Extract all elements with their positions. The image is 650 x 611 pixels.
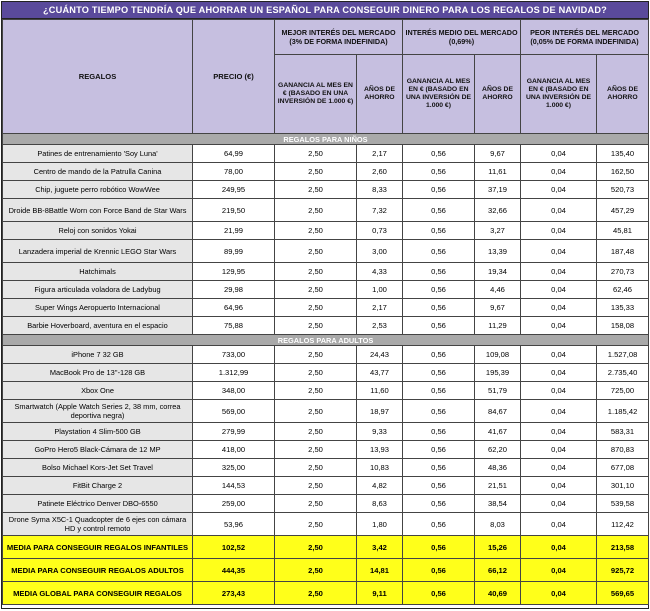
ganancia-peor-cell: 0,04 <box>521 559 597 582</box>
table-row <box>3 495 649 513</box>
anios-mejor-cell: 2,60 <box>357 163 403 181</box>
anios-peor-cell: 2.735,40 <box>597 364 649 382</box>
header-mejor-interes: MEJOR INTERÉS DEL MERCADO (3% DE FORMA INDEFINIDA) <box>275 20 403 55</box>
gift-name-cell: Centro de mando de la Patrulla Canina <box>3 163 193 181</box>
table-row <box>3 181 649 199</box>
gift-name-cell: FitBit Charge 2 <box>3 477 193 495</box>
anios-mejor-cell: 13,93 <box>357 441 403 459</box>
gift-name-cell: Hatchimals <box>3 263 193 281</box>
gift-name-cell: Chip, juguete perro robótico WowWee <box>3 181 193 199</box>
gift-name-cell: MacBook Pro de 13''-128 GB <box>3 364 193 382</box>
anios-peor-cell: 162,50 <box>597 163 649 181</box>
header-regalos: REGALOS <box>3 20 193 134</box>
gift-name-cell: Playstation 4 Slim-500 GB <box>3 423 193 441</box>
ganancia-mejor-cell: 2,50 <box>275 400 357 423</box>
anios-medio-cell: 9,67 <box>475 299 521 317</box>
ganancia-medio-cell: 0,56 <box>403 263 475 281</box>
ganancia-mejor-cell: 2,50 <box>275 199 357 222</box>
ganancia-mejor-cell: 2,50 <box>275 145 357 163</box>
ganancia-medio-cell: 0,56 <box>403 459 475 477</box>
header-anios-peor: AÑOS DE AHORRO <box>597 55 649 134</box>
ganancia-medio-cell: 0,56 <box>403 240 475 263</box>
anios-mejor-cell: 3,00 <box>357 240 403 263</box>
anios-medio-cell: 41,67 <box>475 423 521 441</box>
ganancia-mejor-cell: 2,50 <box>275 582 357 605</box>
anios-mejor-cell: 2,17 <box>357 299 403 317</box>
document-page <box>1 1 649 609</box>
precio-cell: 78,00 <box>193 163 275 181</box>
precio-cell: 325,00 <box>193 459 275 477</box>
ganancia-peor-cell: 0,04 <box>521 163 597 181</box>
ganancia-peor-cell: 0,04 <box>521 364 597 382</box>
ganancia-medio-cell: 0,56 <box>403 441 475 459</box>
anios-medio-cell: 32,66 <box>475 199 521 222</box>
table-row <box>3 423 649 441</box>
precio-cell: 348,00 <box>193 382 275 400</box>
header-peor-interes: PEOR INTERÉS DEL MERCADO (0,05% DE FORMA INDEFINIDA) <box>521 20 649 55</box>
anios-peor-cell: 583,31 <box>597 423 649 441</box>
anios-medio-cell: 84,67 <box>475 400 521 423</box>
anios-peor-cell: 539,58 <box>597 495 649 513</box>
anios-medio-cell: 37,19 <box>475 181 521 199</box>
anios-medio-cell: 19,34 <box>475 263 521 281</box>
anios-peor-cell: 870,83 <box>597 441 649 459</box>
anios-peor-cell: 677,08 <box>597 459 649 477</box>
ganancia-mejor-cell: 2,50 <box>275 513 357 536</box>
anios-mejor-cell: 11,60 <box>357 382 403 400</box>
ganancia-mejor-cell: 2,50 <box>275 181 357 199</box>
anios-mejor-cell: 9,11 <box>357 582 403 605</box>
average-row <box>3 559 649 582</box>
ganancia-medio-cell: 0,56 <box>403 346 475 364</box>
ganancia-mejor-cell: 2,50 <box>275 299 357 317</box>
anios-peor-cell: 520,73 <box>597 181 649 199</box>
ganancia-peor-cell: 0,04 <box>521 582 597 605</box>
gift-name-cell: Patines de entrenamiento 'Soy Luna' <box>3 145 193 163</box>
precio-cell: 569,00 <box>193 400 275 423</box>
anios-mejor-cell: 2,53 <box>357 317 403 335</box>
ganancia-mejor-cell: 2,50 <box>275 346 357 364</box>
anios-medio-cell: 21,51 <box>475 477 521 495</box>
anios-peor-cell: 270,73 <box>597 263 649 281</box>
table-row <box>3 346 649 364</box>
table-row <box>3 400 649 423</box>
gift-name-cell: MEDIA PARA CONSEGUIR REGALOS INFANTILES <box>3 536 193 559</box>
anios-mejor-cell: 3,42 <box>357 536 403 559</box>
anios-mejor-cell: 4,33 <box>357 263 403 281</box>
section-header-row <box>3 134 649 145</box>
anios-peor-cell: 213,58 <box>597 536 649 559</box>
precio-cell: 249,95 <box>193 181 275 199</box>
table-row <box>3 263 649 281</box>
ganancia-peor-cell: 0,04 <box>521 263 597 281</box>
gift-name-cell: Barbie Hoverboard, aventura en el espacio <box>3 317 193 335</box>
anios-medio-cell: 8,03 <box>475 513 521 536</box>
precio-cell: 279,99 <box>193 423 275 441</box>
anios-medio-cell: 15,26 <box>475 536 521 559</box>
table-row <box>3 441 649 459</box>
ganancia-medio-cell: 0,56 <box>403 364 475 382</box>
gifts-savings-table <box>2 19 649 605</box>
gift-name-cell: Lanzadera imperial de Krennic LEGO Star Wars <box>3 240 193 263</box>
ganancia-mejor-cell: 2,50 <box>275 495 357 513</box>
ganancia-medio-cell: 0,56 <box>403 281 475 299</box>
precio-cell: 273,43 <box>193 582 275 605</box>
ganancia-mejor-cell: 2,50 <box>275 240 357 263</box>
ganancia-peor-cell: 0,04 <box>521 382 597 400</box>
ganancia-medio-cell: 0,56 <box>403 163 475 181</box>
precio-cell: 444,35 <box>193 559 275 582</box>
anios-mejor-cell: 7,32 <box>357 199 403 222</box>
ganancia-mejor-cell: 2,50 <box>275 441 357 459</box>
ganancia-medio-cell: 0,56 <box>403 513 475 536</box>
ganancia-medio-cell: 0,56 <box>403 199 475 222</box>
precio-cell: 64,96 <box>193 299 275 317</box>
ganancia-mejor-cell: 2,50 <box>275 559 357 582</box>
ganancia-mejor-cell: 2,50 <box>275 364 357 382</box>
ganancia-peor-cell: 0,04 <box>521 346 597 364</box>
anios-peor-cell: 112,42 <box>597 513 649 536</box>
precio-cell: 75,88 <box>193 317 275 335</box>
anios-medio-cell: 3,27 <box>475 222 521 240</box>
anios-medio-cell: 51,79 <box>475 382 521 400</box>
ganancia-peor-cell: 0,04 <box>521 281 597 299</box>
ganancia-medio-cell: 0,56 <box>403 536 475 559</box>
anios-medio-cell: 9,67 <box>475 145 521 163</box>
header-anios-mejor: AÑOS DE AHORRO <box>357 55 403 134</box>
ganancia-peor-cell: 0,04 <box>521 536 597 559</box>
gift-name-cell: GoPro Hero5 Black-Cámara de 12 MP <box>3 441 193 459</box>
anios-mejor-cell: 24,43 <box>357 346 403 364</box>
anios-medio-cell: 38,54 <box>475 495 521 513</box>
header-anios-medio: AÑOS DE AHORRO <box>475 55 521 134</box>
table-row <box>3 163 649 181</box>
precio-cell: 219,50 <box>193 199 275 222</box>
ganancia-medio-cell: 0,56 <box>403 317 475 335</box>
table-row <box>3 145 649 163</box>
anios-peor-cell: 725,00 <box>597 382 649 400</box>
ganancia-medio-cell: 0,56 <box>403 582 475 605</box>
header-precio: PRECIO (€) <box>193 20 275 134</box>
anios-peor-cell: 1.185,42 <box>597 400 649 423</box>
ganancia-mejor-cell: 2,50 <box>275 459 357 477</box>
gift-name-cell: Drone Syma X5C-1 Quadcopter de 6 ejes con cámara HD y control remoto <box>3 513 193 536</box>
precio-cell: 102,52 <box>193 536 275 559</box>
anios-peor-cell: 187,48 <box>597 240 649 263</box>
ganancia-peor-cell: 0,04 <box>521 459 597 477</box>
anios-peor-cell: 301,10 <box>597 477 649 495</box>
section-label: REGALOS PARA NIÑOS <box>3 134 649 145</box>
table-row <box>3 299 649 317</box>
gift-name-cell: Patinete Eléctrico Denver DBO-6550 <box>3 495 193 513</box>
anios-mejor-cell: 1,00 <box>357 281 403 299</box>
anios-mejor-cell: 43,77 <box>357 364 403 382</box>
precio-cell: 89,99 <box>193 240 275 263</box>
section-header-row <box>3 335 649 346</box>
anios-medio-cell: 4,46 <box>475 281 521 299</box>
ganancia-medio-cell: 0,56 <box>403 423 475 441</box>
ganancia-medio-cell: 0,56 <box>403 299 475 317</box>
table-row <box>3 281 649 299</box>
ganancia-peor-cell: 0,04 <box>521 299 597 317</box>
anios-mejor-cell: 2,17 <box>357 145 403 163</box>
anios-mejor-cell: 9,33 <box>357 423 403 441</box>
precio-cell: 733,00 <box>193 346 275 364</box>
section-label: REGALOS PARA ADULTOS <box>3 335 649 346</box>
gift-name-cell: Super Wings Aeropuerto Internacional <box>3 299 193 317</box>
ganancia-peor-cell: 0,04 <box>521 199 597 222</box>
ganancia-mejor-cell: 2,50 <box>275 281 357 299</box>
ganancia-peor-cell: 0,04 <box>521 477 597 495</box>
ganancia-peor-cell: 0,04 <box>521 441 597 459</box>
ganancia-mejor-cell: 2,50 <box>275 163 357 181</box>
anios-medio-cell: 109,08 <box>475 346 521 364</box>
ganancia-peor-cell: 0,04 <box>521 317 597 335</box>
ganancia-peor-cell: 0,04 <box>521 495 597 513</box>
anios-mejor-cell: 0,73 <box>357 222 403 240</box>
ganancia-medio-cell: 0,56 <box>403 181 475 199</box>
gift-name-cell: Smartwatch (Apple Watch Series 2, 38 mm, correa deportiva negra) <box>3 400 193 423</box>
ganancia-mejor-cell: 2,50 <box>275 263 357 281</box>
table-row <box>3 513 649 536</box>
table-row <box>3 317 649 335</box>
ganancia-medio-cell: 0,56 <box>403 400 475 423</box>
table-title: ¿CUÁNTO TIEMPO TENDRÍA QUE AHORRAR UN ESPAÑOL PARA CONSEGUIR DINERO PARA LOS REGALOS DE NAVIDAD? <box>2 2 648 19</box>
anios-mejor-cell: 8,63 <box>357 495 403 513</box>
anios-peor-cell: 45,81 <box>597 222 649 240</box>
header-interes-medio: INTERÉS MEDIO DEL MERCADO (0,69%) <box>403 20 521 55</box>
ganancia-medio-cell: 0,56 <box>403 222 475 240</box>
anios-medio-cell: 195,39 <box>475 364 521 382</box>
anios-mejor-cell: 4,82 <box>357 477 403 495</box>
anios-peor-cell: 158,08 <box>597 317 649 335</box>
table-row <box>3 364 649 382</box>
anios-peor-cell: 1.527,08 <box>597 346 649 364</box>
ganancia-mejor-cell: 2,50 <box>275 536 357 559</box>
average-row <box>3 536 649 559</box>
precio-cell: 418,00 <box>193 441 275 459</box>
precio-cell: 144,53 <box>193 477 275 495</box>
ganancia-mejor-cell: 2,50 <box>275 222 357 240</box>
ganancia-peor-cell: 0,04 <box>521 400 597 423</box>
precio-cell: 21,99 <box>193 222 275 240</box>
precio-cell: 64,99 <box>193 145 275 163</box>
ganancia-peor-cell: 0,04 <box>521 240 597 263</box>
ganancia-medio-cell: 0,56 <box>403 495 475 513</box>
anios-mejor-cell: 8,33 <box>357 181 403 199</box>
anios-peor-cell: 569,65 <box>597 582 649 605</box>
precio-cell: 29,98 <box>193 281 275 299</box>
precio-cell: 129,95 <box>193 263 275 281</box>
ganancia-peor-cell: 0,04 <box>521 513 597 536</box>
table-row <box>3 222 649 240</box>
anios-medio-cell: 62,20 <box>475 441 521 459</box>
ganancia-mejor-cell: 2,50 <box>275 477 357 495</box>
header-ganancia-mejor: GANANCIA AL MES EN € (BASADO EN UNA INVERSIÓN DE 1.000 €) <box>275 55 357 134</box>
anios-medio-cell: 13,39 <box>475 240 521 263</box>
anios-mejor-cell: 10,83 <box>357 459 403 477</box>
ganancia-medio-cell: 0,56 <box>403 559 475 582</box>
ganancia-mejor-cell: 2,50 <box>275 317 357 335</box>
ganancia-peor-cell: 0,04 <box>521 145 597 163</box>
anios-peor-cell: 457,29 <box>597 199 649 222</box>
anios-peor-cell: 925,72 <box>597 559 649 582</box>
anios-peor-cell: 135,40 <box>597 145 649 163</box>
table-row <box>3 459 649 477</box>
ganancia-peor-cell: 0,04 <box>521 181 597 199</box>
precio-cell: 1.312,99 <box>193 364 275 382</box>
ganancia-peor-cell: 0,04 <box>521 222 597 240</box>
anios-medio-cell: 66,12 <box>475 559 521 582</box>
anios-medio-cell: 40,69 <box>475 582 521 605</box>
ganancia-medio-cell: 0,56 <box>403 145 475 163</box>
ganancia-mejor-cell: 2,50 <box>275 382 357 400</box>
header-ganancia-medio: GANANCIA AL MES EN € (BASADO EN UNA INVERSIÓN DE 1.000 €) <box>403 55 475 134</box>
gift-name-cell: Droide BB-8Battle Worn con Force Band de Star Wars <box>3 199 193 222</box>
table-row <box>3 382 649 400</box>
anios-mejor-cell: 14,81 <box>357 559 403 582</box>
anios-medio-cell: 48,36 <box>475 459 521 477</box>
ganancia-peor-cell: 0,04 <box>521 423 597 441</box>
table-row <box>3 477 649 495</box>
ganancia-medio-cell: 0,56 <box>403 382 475 400</box>
gift-name-cell: Bolso Michael Kors-Jet Set Travel <box>3 459 193 477</box>
anios-medio-cell: 11,61 <box>475 163 521 181</box>
precio-cell: 53,96 <box>193 513 275 536</box>
precio-cell: 259,00 <box>193 495 275 513</box>
anios-peor-cell: 62,46 <box>597 281 649 299</box>
gift-name-cell: MEDIA GLOBAL PARA CONSEGUIR REGALOS <box>3 582 193 605</box>
gift-name-cell: Reloj con sonidos Yokai <box>3 222 193 240</box>
anios-mejor-cell: 18,97 <box>357 400 403 423</box>
anios-peor-cell: 135,33 <box>597 299 649 317</box>
gift-name-cell: Xbox One <box>3 382 193 400</box>
anios-mejor-cell: 1,80 <box>357 513 403 536</box>
average-row <box>3 582 649 605</box>
table-body <box>3 134 649 605</box>
gift-name-cell: iPhone 7 32 GB <box>3 346 193 364</box>
ganancia-mejor-cell: 2,50 <box>275 423 357 441</box>
ganancia-medio-cell: 0,56 <box>403 477 475 495</box>
gift-name-cell: MEDIA PARA CONSEGUIR REGALOS ADULTOS <box>3 559 193 582</box>
table-row <box>3 240 649 263</box>
anios-medio-cell: 11,29 <box>475 317 521 335</box>
gift-name-cell: Figura articulada voladora de Ladybug <box>3 281 193 299</box>
table-row <box>3 199 649 222</box>
header-ganancia-peor: GANANCIA AL MES EN € (BASADO EN UNA INVERSIÓN DE 1.000 €) <box>521 55 597 134</box>
